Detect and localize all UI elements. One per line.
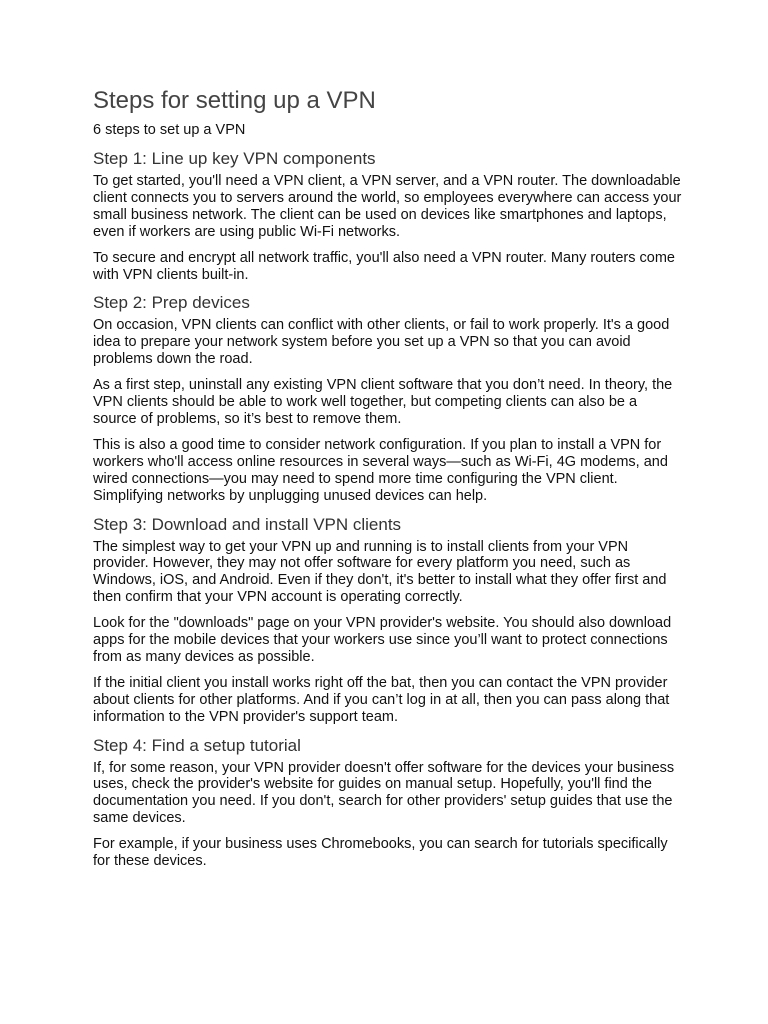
document-title: Steps for setting up a VPN: [93, 87, 376, 114]
step-3-paragraph-2: Look for the "downloads" page on your VPN provider's website. You should also download apps for the mobile devices that your workers use since you’ll want to protect connections from as many devices as possible.: [93, 615, 672, 665]
step-2-section: [93, 292, 683, 504]
step-2-heading: Step 2: Prep devices: [93, 293, 250, 313]
step-4-paragraph-1: If, for some reason, your VPN provider doesn't offer software for the devices your business uses, check the provider's website for guides on manual setup. Hopefully, you'll find the documentation you need. If you don't, search for other providers' setup guides that use the same devices.: [93, 759, 675, 827]
step-2-paragraph-1: On occasion, VPN clients can conflict with other clients, or fail to work properly. It's a good idea to prepare your network system before you set up a VPN so that you can avoid problems down the road.: [93, 317, 670, 368]
step-1-heading: Step 1: Line up key VPN components: [93, 149, 376, 168]
step-3-paragraph-3: If the initial client you install works right off the bat, then you can contact the VPN provider about clients for other platforms. And if you can’t log in at all, then you can pass along that information to the VPN provider's support team.: [93, 674, 670, 725]
step-1-section: [93, 148, 683, 283]
step-3-heading: Step 3: Download and install VPN clients: [93, 514, 402, 534]
step-4-heading: Step 4: Find a setup tutorial: [93, 735, 301, 755]
step-1-paragraph-2: To secure and encrypt all network traffic, you'll also need a VPN router. Many routers come with VPN clients built-in.: [93, 249, 675, 283]
step-3-section: [93, 514, 683, 726]
step-2-paragraph-3: This is also a good time to consider network configuration. If you plan to install a VPN for workers who'll access online resources in several ways—such as Wi-Fi, 4G modems, and wired connections—you may need to spend more time configuring the VPN client. Simplifying networks by unplugging unused devices can help.: [93, 436, 668, 504]
step-4-paragraph-2: For example, if your business uses Chromebooks, you can search for tutorials specifically for these devices.: [93, 836, 668, 870]
step-4-section: [93, 735, 683, 870]
step-1-paragraph-1: To get started, you'll need a VPN client, a VPN server, and a VPN router. The downloadable client connects you to servers around the world, so employees everywhere can access your small business network. The client can be used on devices like smartphones and laptops, even if workers are using public Wi-Fi networks.: [93, 173, 682, 240]
step-2-paragraph-2: As a first step, uninstall any existing VPN client software that you don’t need. In theory, the VPN clients should be able to work well together, but competing clients can also be a source of problems, so it’s best to remove them.: [93, 377, 673, 427]
document-subtitle: 6 steps to set up a VPN: [93, 122, 246, 138]
document-page: [93, 86, 683, 879]
step-3-paragraph-1: The simplest way to get your VPN up and running is to install clients from your VPN provider. However, they may not offer software for every platform you need, such as Windows, iOS, and Android. Even if they don't, it's better to install what they offer first and then confirm that your VPN account is operating correctly.: [93, 538, 667, 606]
